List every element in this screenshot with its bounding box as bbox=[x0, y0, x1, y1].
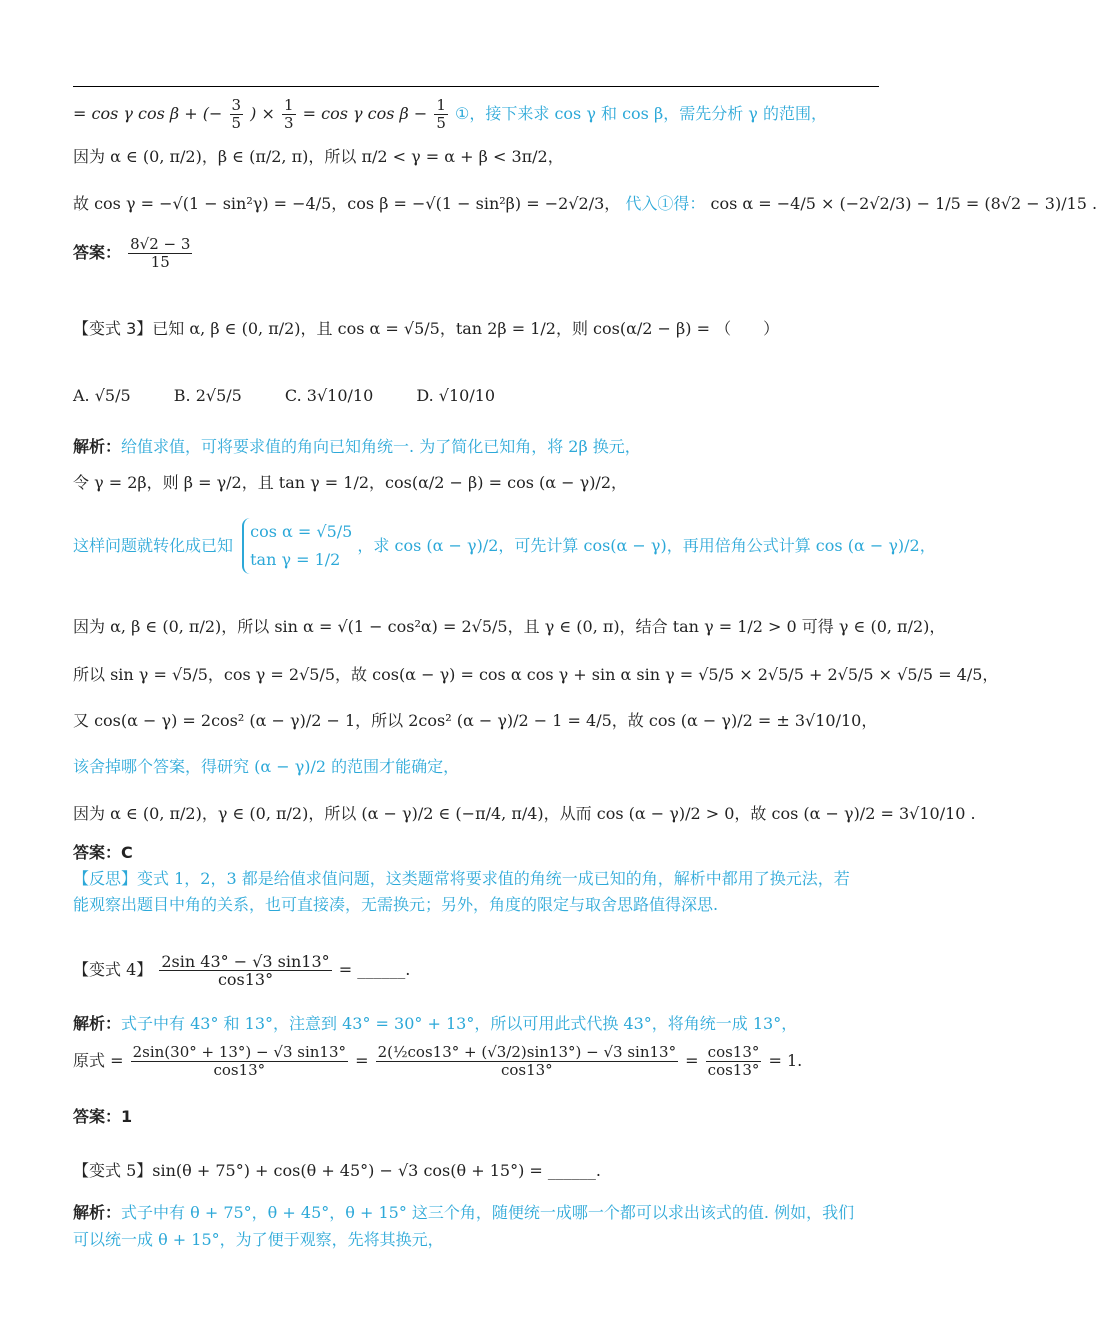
header-rule bbox=[73, 86, 879, 87]
l1i: 5 bbox=[436, 114, 446, 132]
variant-3-text: 已知 α, β ∈ (0, π/2)，且 cos α = √5/5，tan 2β = 1/2，则 cos(α/2 − β) = （ ） bbox=[152, 319, 780, 338]
l1j: ①，接下来求 cos γ 和 cos β，需先分析 γ 的范围， bbox=[455, 104, 827, 123]
l1a: = cos γ cos β + (− bbox=[73, 104, 223, 123]
jx4-1: 式子中有 43° 和 13°，注意到 43° = 30° + 13°，所以可用此式代换 43°，将角统一成 13°， bbox=[121, 1014, 798, 1033]
jiexi-label-4: 解析： bbox=[73, 1014, 122, 1033]
variant-5-text: sin(θ + 75°) + cos(θ + 45°) − √3 cos(θ + 15°) = ______. bbox=[152, 1161, 601, 1180]
l1c: 5 bbox=[231, 114, 242, 132]
fansi-1: 变式 1，2，3 都是给值求值问题，这类题常将要求值的角统一成已知的角，解析中都用了换元法，若 bbox=[137, 869, 850, 888]
jiexi-4-line-1 bbox=[73, 1013, 893, 1035]
l3a: 故 cos γ = −√(1 − sin²γ) = −4/5，cos β = −√(1 − sin²β) = −2√2/3， bbox=[73, 194, 621, 213]
jiexi-3-line-7: 该舍掉哪个答案，得研究 (α − γ)/2 的范围才能确定， bbox=[73, 757, 460, 776]
answer-label: 答案： bbox=[73, 243, 122, 262]
variant-4-frac bbox=[159, 953, 331, 988]
v4-tail: = ______. bbox=[338, 960, 411, 979]
answer-1-frac bbox=[128, 236, 192, 271]
ans1-num: 8√2 − 3 bbox=[130, 235, 191, 253]
l1e: 1 bbox=[283, 96, 294, 114]
variant-5-question bbox=[73, 1160, 893, 1182]
jiexi-5-line-2: 可以统一成 θ + 15°，为了便于观察，先将其换元， bbox=[73, 1230, 444, 1249]
jiexi-3-line-8: 因为 α ∈ (0, π/2)，γ ∈ (0, π/2)，所以 (α − γ)/2 ∈ (−π/4, π/4)，从而 cos (α − γ)/2 > 0，故 cos (α − γ)/2 = 3√10/10 . bbox=[73, 804, 976, 823]
variant-3-label: 【变式 3】 bbox=[73, 319, 153, 338]
jiexi-3-line-5: 所以 sin γ = √5/5，cos γ = 2√5/5，故 cos(α − γ) = cos α cos γ + sin α sin γ = √5/5 × 2√5/5 + 2√5/5 × √5/5 = 4/5， bbox=[73, 665, 999, 684]
line-3 bbox=[73, 193, 1097, 215]
fansi-line-2: 能观察出题目中角的关系，也可直接凑，无需换元；另外，角度的限定与取舍思路值得深思. bbox=[73, 895, 719, 914]
jx3-3c: tan γ = 1/2 bbox=[250, 550, 341, 569]
ans1-den: 15 bbox=[150, 253, 170, 271]
option-d: D. √10/10 bbox=[416, 386, 496, 405]
fansi-line-1 bbox=[73, 868, 893, 890]
variant-4-label: 【变式 4】 bbox=[73, 960, 153, 979]
jx5-1: 式子中有 θ + 75°，θ + 45°，θ + 15° 这三个角，随便统一成哪一个都可以求出该式的值. 例如，我们 bbox=[121, 1203, 855, 1222]
line-1 bbox=[73, 97, 893, 132]
jx3-3a: 这样问题就转化成已知 bbox=[73, 536, 234, 555]
jx3-3d: ，求 cos (α − γ)/2，可先计算 cos(α − γ)，再用倍角公式计算 cos (α − γ)/2， bbox=[357, 536, 936, 555]
jx4-2d-den: cos13° bbox=[707, 1061, 760, 1079]
jiexi-3-line-1 bbox=[73, 436, 893, 458]
jx3-3b: cos α = √5/5 bbox=[250, 522, 353, 541]
jx4-2c-den: cos13° bbox=[500, 1061, 553, 1079]
frac-3-5 bbox=[230, 97, 244, 132]
variant-5-label: 【变式 5】 bbox=[73, 1161, 153, 1180]
answer-4-text: 答案：1 bbox=[73, 1107, 133, 1126]
jiexi-5-line-1 bbox=[73, 1202, 893, 1224]
l1g: = cos γ cos β − bbox=[302, 104, 428, 123]
l1b: 3 bbox=[231, 96, 242, 114]
jiexi-3-line-2: 令 γ = 2β，则 β = γ/2，且 tan γ = 1/2，cos(α/2 − β) = cos (α − γ)/2， bbox=[73, 473, 628, 492]
fansi-label: 【反思】 bbox=[73, 869, 138, 888]
jx4-2e: = 1. bbox=[768, 1051, 803, 1070]
answer-1 bbox=[73, 236, 893, 271]
jx4-frac-2 bbox=[376, 1044, 678, 1079]
answer-3 bbox=[73, 842, 893, 864]
jiexi-3-line-3 bbox=[73, 518, 936, 574]
jiexi-4-line-2: 原式 = $\frac{2\sin(30^\circ + 13^\circ) - √3 \sin 13^\circ}{\cos 13^\circ}$ = $\frac{\text{2(½cos13° + (√3/2)sin13°) − √3 sin13°}}{\cos 13^\circ}$ = $\frac{\cos 13^\circ}{\cos 13^\circ}$ = 1. bbox=[73, 1043, 803, 1079]
option-b: B. 2√5/5 bbox=[173, 386, 242, 405]
jx4-frac-1 bbox=[131, 1044, 348, 1079]
options-row bbox=[73, 385, 893, 407]
option-a: A. √5/5 bbox=[73, 386, 131, 405]
l1f: 3 bbox=[283, 114, 294, 132]
jx4-2c-num: 2(½cos13° + (√3/2)sin13°) − √3 sin13° bbox=[377, 1043, 677, 1061]
line-2: 因为 α ∈ (0, π/2)，β ∈ (π/2, π)，所以 π/2 < γ = α + β < 3π/2， bbox=[73, 147, 564, 166]
jiexi-3-line-6: 又 cos(α − γ) = 2cos² (α − γ)/2 − 1，所以 2cos² (α − γ)/2 − 1 = 4/5，故 cos (α − γ)/2 = ± 3√10/10， bbox=[73, 711, 878, 730]
jx4-2d-num: cos13° bbox=[707, 1043, 760, 1061]
jx4-2b-num: 2sin(30° + 13°) − √3 sin13° bbox=[132, 1043, 346, 1061]
variant-3-question bbox=[73, 318, 893, 340]
option-c: C. 3√10/10 bbox=[284, 386, 374, 405]
l3c: cos α = −4/5 × (−2√2/3) − 1/5 = (8√2 − 3)/15 . bbox=[710, 194, 1097, 213]
frac-1-3 bbox=[282, 97, 296, 132]
jx4-2b-den: cos13° bbox=[213, 1061, 266, 1079]
v4-num: 2sin 43° − √3 sin13° bbox=[161, 952, 330, 971]
answer-3-text: 答案：C bbox=[73, 843, 133, 862]
answer-4 bbox=[73, 1106, 893, 1128]
l3b: 代入①得： bbox=[625, 194, 706, 213]
jiexi-label: 解析： bbox=[73, 437, 122, 456]
system-brace bbox=[242, 518, 352, 574]
l1h: 1 bbox=[436, 96, 446, 114]
jiexi-3-line-4: 因为 α, β ∈ (0, π/2)，所以 sin α = √(1 − cos²α) = 2√5/5，且 γ ∈ (0, π)，结合 tan γ = 1/2 > 0 可得 γ ∈ (0, π/2)， bbox=[73, 617, 946, 636]
frac-1-5 bbox=[434, 97, 448, 132]
jx4-frac-3 bbox=[706, 1044, 762, 1079]
variant-4-question bbox=[73, 953, 893, 988]
jx3-1: 给值求值，可将要求值的角向已知角统一. 为了简化已知角，将 2β 换元， bbox=[121, 437, 641, 456]
jx4-2a: 原式 = bbox=[73, 1051, 124, 1070]
v4-den: cos13° bbox=[217, 970, 274, 989]
l1d: ) × bbox=[250, 104, 275, 123]
jiexi-label-5: 解析： bbox=[73, 1203, 122, 1222]
